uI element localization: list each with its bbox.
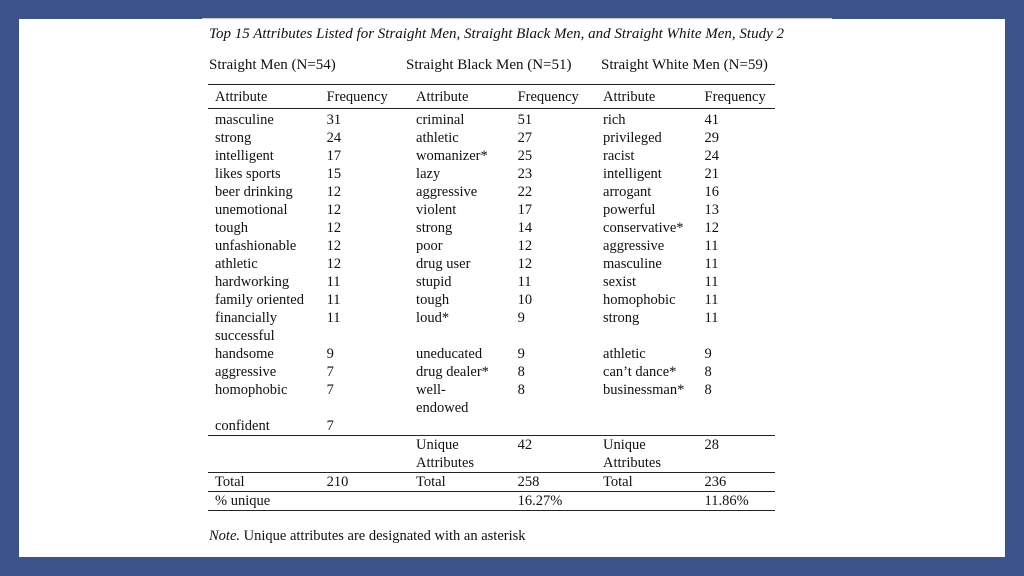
table-row — [208, 255, 775, 273]
table-cell: intelligent — [603, 166, 662, 182]
table-cell: unfashionable — [215, 238, 297, 254]
total-white: 236 — [698, 473, 775, 492]
unique-attributes-row — [208, 436, 775, 473]
percent-label: % unique — [208, 492, 320, 511]
table-cell: homophobic — [603, 292, 676, 308]
table-cell: well- — [416, 382, 446, 398]
table-row — [208, 165, 775, 183]
table-cell: aggressive — [215, 364, 277, 380]
table-cell: can’t dance* — [603, 364, 677, 380]
table-cell: masculine — [603, 256, 662, 272]
table-cell: successful — [215, 328, 275, 344]
table-cell — [409, 327, 511, 345]
table-cell: criminal — [416, 112, 465, 128]
table-cell: strong — [603, 310, 640, 326]
table-row — [208, 273, 775, 291]
table-cell: unemotional — [215, 202, 288, 218]
table-cell: 22 — [517, 184, 533, 200]
table-cell: 11 — [704, 256, 719, 272]
table-row — [208, 109, 775, 130]
total-label-white: Total — [596, 473, 698, 492]
note-text: Unique attributes are designated with an asterisk — [240, 528, 526, 544]
attributes-table — [208, 84, 775, 511]
table-cell: loud* — [416, 310, 450, 326]
table-cell: 31 — [326, 112, 342, 128]
total-straight: 210 — [320, 473, 409, 492]
table-cell: 21 — [704, 166, 720, 182]
table-cell — [320, 399, 409, 417]
table-cell — [511, 399, 596, 417]
table-cell: 11 — [704, 238, 719, 254]
table-row — [208, 291, 775, 309]
table-cell: 29 — [704, 130, 720, 146]
table-cell: 13 — [704, 202, 720, 218]
total-label: Total — [208, 473, 320, 492]
table-cell — [511, 417, 596, 436]
table-cell: 9 — [517, 346, 525, 362]
table-cell: 51 — [517, 112, 533, 128]
table-cell: tough — [215, 220, 249, 236]
table-cell: 7 — [326, 382, 334, 398]
table-cell: 27 — [517, 130, 533, 146]
table-cell: privileged — [603, 130, 662, 146]
table-cell: 8 — [704, 382, 712, 398]
total-label-black: Total — [409, 473, 511, 492]
table-cell: 9 — [326, 346, 334, 362]
table-cell: 8 — [517, 364, 525, 380]
table-cell: 12 — [326, 202, 342, 218]
group-straight-black-men: Straight Black Men (N=51) — [406, 57, 572, 73]
table-cell — [596, 327, 698, 345]
table-cell — [698, 417, 775, 436]
table-cell — [511, 327, 596, 345]
table-cell: 16 — [704, 184, 720, 200]
group-straight-men: Straight Men (N=54) — [209, 57, 336, 73]
table-cell: 12 — [326, 220, 342, 236]
table-cell: confident — [215, 418, 270, 434]
table-cell: financially — [215, 310, 278, 326]
table-cell — [409, 417, 511, 436]
table-cell: likes sports — [215, 166, 281, 182]
total-row — [208, 473, 775, 492]
table-cell: 12 — [517, 256, 533, 272]
table-cell: strong — [215, 130, 252, 146]
table-cell: 8 — [517, 382, 525, 398]
table-cell: 12 — [326, 256, 342, 272]
table-cell: 25 — [517, 148, 533, 164]
table-row — [208, 327, 775, 345]
table-cell — [596, 417, 698, 436]
unique-value-black: 42 — [511, 436, 596, 473]
header-cell: Frequency — [698, 85, 775, 109]
table-cell — [698, 327, 775, 345]
table-cell: strong — [416, 220, 453, 236]
header-cell: Attribute — [409, 85, 511, 109]
header-cell: Frequency — [320, 85, 409, 109]
table-cell: sexist — [603, 274, 637, 290]
unique-label-black — [409, 436, 511, 473]
table-cell: 11 — [704, 310, 719, 326]
table-cell: 9 — [517, 310, 525, 326]
table-cell: drug dealer* — [416, 364, 489, 380]
table-row — [208, 129, 775, 147]
percent-white: 11.86% — [698, 492, 775, 511]
table-row — [208, 417, 775, 436]
table-row — [208, 201, 775, 219]
unique-value-white: 28 — [698, 436, 775, 473]
table-row — [208, 309, 775, 327]
table-row — [208, 399, 775, 417]
table-cell — [596, 492, 698, 511]
table-cell: 12 — [704, 220, 720, 236]
table-cell: 9 — [704, 346, 712, 362]
table-note — [209, 528, 526, 545]
table-cell: family oriented — [215, 292, 304, 308]
top-divider — [202, 18, 832, 19]
table-cell: drug user — [416, 256, 471, 272]
table-cell: 11 — [517, 274, 532, 290]
table-cell: 14 — [517, 220, 533, 236]
table-cell: beer drinking — [215, 184, 293, 200]
header-cell: Attribute — [596, 85, 698, 109]
table-cell — [320, 327, 409, 345]
table-cell: masculine — [215, 112, 274, 128]
note-prefix: Note. — [209, 528, 241, 544]
percent-unique-row — [208, 492, 775, 511]
table-row — [208, 345, 775, 363]
table-cell: athletic — [416, 130, 459, 146]
table-cell: 11 — [704, 292, 719, 308]
table-cell — [320, 436, 409, 473]
header-cell: Attribute — [208, 85, 320, 109]
table-cell: 15 — [326, 166, 342, 182]
table-cell: athletic — [215, 256, 258, 272]
table-cell: 7 — [326, 418, 334, 434]
table-cell — [596, 399, 698, 417]
unique-label-line: Unique — [603, 437, 646, 453]
table-cell: uneducated — [416, 346, 483, 362]
table-cell — [409, 492, 511, 511]
total-black: 258 — [511, 473, 596, 492]
table-cell: homophobic — [215, 382, 288, 398]
table-cell: violent — [416, 202, 457, 218]
table-row — [208, 381, 775, 399]
unique-label-white — [596, 436, 698, 473]
header-cell: Frequency — [511, 85, 596, 109]
table-cell: 8 — [704, 364, 712, 380]
table-cell: 11 — [326, 292, 341, 308]
table-cell: athletic — [603, 346, 646, 362]
table-cell — [208, 436, 320, 473]
table-cell: 41 — [704, 112, 720, 128]
unique-label-line: Unique — [416, 437, 459, 453]
table-cell: 24 — [326, 130, 342, 146]
table-cell: tough — [416, 292, 450, 308]
table-cell: businessman* — [603, 382, 685, 398]
table-cell: 7 — [326, 364, 334, 380]
table-row — [208, 219, 775, 237]
table-cell — [698, 399, 775, 417]
table-cell: womanizer* — [416, 148, 488, 164]
table-cell: aggressive — [603, 238, 665, 254]
table-cell: 10 — [517, 292, 533, 308]
group-straight-white-men: Straight White Men (N=59) — [601, 57, 768, 73]
percent-black: 16.27% — [511, 492, 596, 511]
table-cell: racist — [603, 148, 635, 164]
table-cell: handsome — [215, 346, 274, 362]
table-cell: powerful — [603, 202, 656, 218]
table-cell: 23 — [517, 166, 533, 182]
table-cell: 24 — [704, 148, 720, 164]
table-cell: lazy — [416, 166, 441, 182]
table-cell: conservative* — [603, 220, 684, 236]
table-cell: 12 — [326, 184, 342, 200]
table-row — [208, 183, 775, 201]
table-cell: rich — [603, 112, 626, 128]
table-cell — [320, 492, 409, 511]
table-cell: intelligent — [215, 148, 274, 164]
table-cell: 17 — [517, 202, 533, 218]
unique-label-line: Attributes — [603, 455, 662, 471]
unique-label-line: Attributes — [416, 455, 475, 471]
table-cell: 11 — [704, 274, 719, 290]
table-cell — [208, 399, 320, 417]
table-cell: endowed — [416, 400, 469, 416]
table-cell: hardworking — [215, 274, 290, 290]
table-cell: aggressive — [416, 184, 478, 200]
table-cell: 12 — [517, 238, 533, 254]
table-row — [208, 237, 775, 255]
table-cell: stupid — [416, 274, 452, 290]
table-cell: poor — [416, 238, 443, 254]
table-header-row — [208, 85, 775, 109]
table-cell: 11 — [326, 310, 341, 326]
table-row — [208, 147, 775, 165]
table-cell: 17 — [326, 148, 342, 164]
table-cell: arrogant — [603, 184, 652, 200]
table-cell: 12 — [326, 238, 342, 254]
table-row — [208, 363, 775, 381]
table-cell: 11 — [326, 274, 341, 290]
table-title: Top 15 Attributes Listed for Straight Men, Straight Black Men, and Straight White Men, Study 2 — [209, 26, 784, 42]
